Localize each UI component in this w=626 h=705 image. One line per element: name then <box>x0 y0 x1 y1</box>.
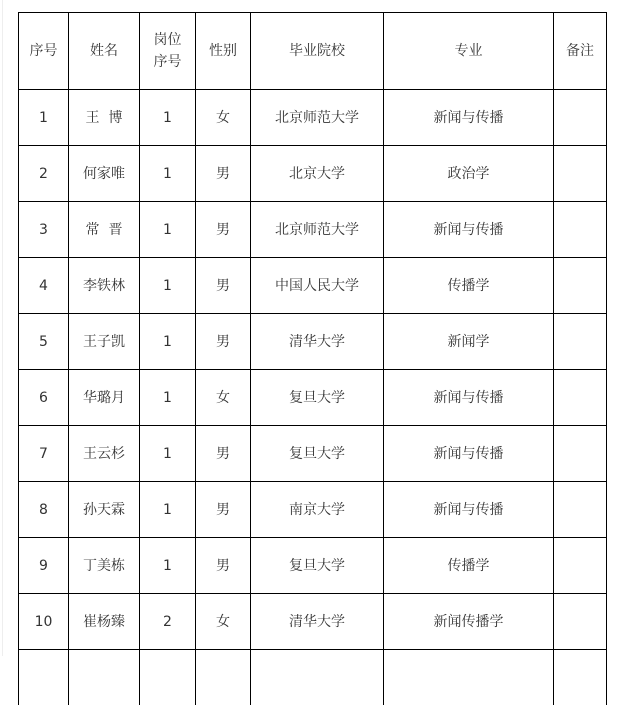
cell-major: 新闻与传播 <box>384 426 554 482</box>
cell-seq: 1 <box>19 90 69 146</box>
table-row <box>19 202 607 258</box>
cell-name: 王子凯 <box>69 314 140 370</box>
cell-empty <box>140 650 196 705</box>
cell-major: 传播学 <box>384 258 554 314</box>
cell-remarks <box>554 482 607 538</box>
cell-remarks <box>554 258 607 314</box>
table-row <box>19 258 607 314</box>
cell-seq: 6 <box>19 370 69 426</box>
cell-remarks <box>554 594 607 650</box>
cell-name: 常 晋 <box>69 202 140 258</box>
table-row <box>19 90 607 146</box>
cell-remarks <box>554 426 607 482</box>
page-edge-divider <box>2 0 3 656</box>
table-header-row <box>19 13 607 90</box>
cell-post-seq: 1 <box>140 370 196 426</box>
cell-name: 李铁林 <box>69 258 140 314</box>
cell-name: 何家唯 <box>69 146 140 202</box>
cell-post-seq: 1 <box>140 258 196 314</box>
cell-school: 北京师范大学 <box>251 202 384 258</box>
cell-school: 北京大学 <box>251 146 384 202</box>
cell-remarks <box>554 202 607 258</box>
cell-major: 传播学 <box>384 538 554 594</box>
header-gender: 性别 <box>196 13 251 90</box>
cell-remarks <box>554 314 607 370</box>
cell-gender: 男 <box>196 426 251 482</box>
cell-post-seq: 1 <box>140 482 196 538</box>
cell-remarks <box>554 538 607 594</box>
table-row-cut-off <box>19 650 607 705</box>
cell-school: 复旦大学 <box>251 426 384 482</box>
cell-school: 南京大学 <box>251 482 384 538</box>
cell-seq: 2 <box>19 146 69 202</box>
header-major: 专业 <box>384 13 554 90</box>
cell-empty <box>251 650 384 705</box>
cell-school: 北京师范大学 <box>251 90 384 146</box>
header-school: 毕业院校 <box>251 13 384 90</box>
cell-post-seq: 1 <box>140 538 196 594</box>
cell-name: 王云杉 <box>69 426 140 482</box>
table-row <box>19 538 607 594</box>
cell-seq: 8 <box>19 482 69 538</box>
cell-gender: 男 <box>196 146 251 202</box>
cell-major: 新闻与传播 <box>384 90 554 146</box>
cell-major: 新闻与传播 <box>384 370 554 426</box>
cell-gender: 男 <box>196 482 251 538</box>
cell-major: 新闻与传播 <box>384 202 554 258</box>
cell-school: 中国人民大学 <box>251 258 384 314</box>
cell-remarks <box>554 370 607 426</box>
cell-empty <box>196 650 251 705</box>
cell-seq: 5 <box>19 314 69 370</box>
cell-post-seq: 1 <box>140 314 196 370</box>
cell-gender: 女 <box>196 90 251 146</box>
cell-post-seq: 1 <box>140 90 196 146</box>
cell-gender: 女 <box>196 594 251 650</box>
cell-gender: 男 <box>196 314 251 370</box>
header-seq: 序号 <box>19 13 69 90</box>
cell-post-seq: 2 <box>140 594 196 650</box>
table-row <box>19 482 607 538</box>
cell-gender: 女 <box>196 370 251 426</box>
cell-empty <box>69 650 140 705</box>
candidate-roster-table <box>18 12 607 705</box>
cell-name: 崔杨臻 <box>69 594 140 650</box>
cell-name: 丁美栋 <box>69 538 140 594</box>
cell-school: 复旦大学 <box>251 370 384 426</box>
table-row <box>19 426 607 482</box>
header-remarks: 备注 <box>554 13 607 90</box>
cell-name: 王 博 <box>69 90 140 146</box>
cell-major: 新闻学 <box>384 314 554 370</box>
cell-school: 清华大学 <box>251 594 384 650</box>
cell-seq: 7 <box>19 426 69 482</box>
header-post-seq <box>140 13 196 90</box>
cell-remarks <box>554 146 607 202</box>
cell-name: 孙天霖 <box>69 482 140 538</box>
header-name: 姓名 <box>69 13 140 90</box>
cell-empty <box>554 650 607 705</box>
cell-major: 新闻传播学 <box>384 594 554 650</box>
header-post-seq-line1: 岗位 <box>154 32 182 48</box>
header-post-seq-line2: 序号 <box>154 54 182 70</box>
cell-post-seq: 1 <box>140 146 196 202</box>
table-row <box>19 146 607 202</box>
cell-major: 政治学 <box>384 146 554 202</box>
cell-seq: 10 <box>19 594 69 650</box>
cell-seq: 3 <box>19 202 69 258</box>
table-row <box>19 314 607 370</box>
cell-empty <box>19 650 69 705</box>
table-row <box>19 594 607 650</box>
table-row <box>19 370 607 426</box>
cell-remarks <box>554 90 607 146</box>
cell-school: 清华大学 <box>251 314 384 370</box>
cell-post-seq: 1 <box>140 426 196 482</box>
cell-empty <box>384 650 554 705</box>
cell-seq: 9 <box>19 538 69 594</box>
cell-gender: 男 <box>196 538 251 594</box>
cell-school: 复旦大学 <box>251 538 384 594</box>
cell-name: 华璐月 <box>69 370 140 426</box>
cell-gender: 男 <box>196 202 251 258</box>
cell-gender: 男 <box>196 258 251 314</box>
cell-post-seq: 1 <box>140 202 196 258</box>
cell-seq: 4 <box>19 258 69 314</box>
cell-major: 新闻与传播 <box>384 482 554 538</box>
